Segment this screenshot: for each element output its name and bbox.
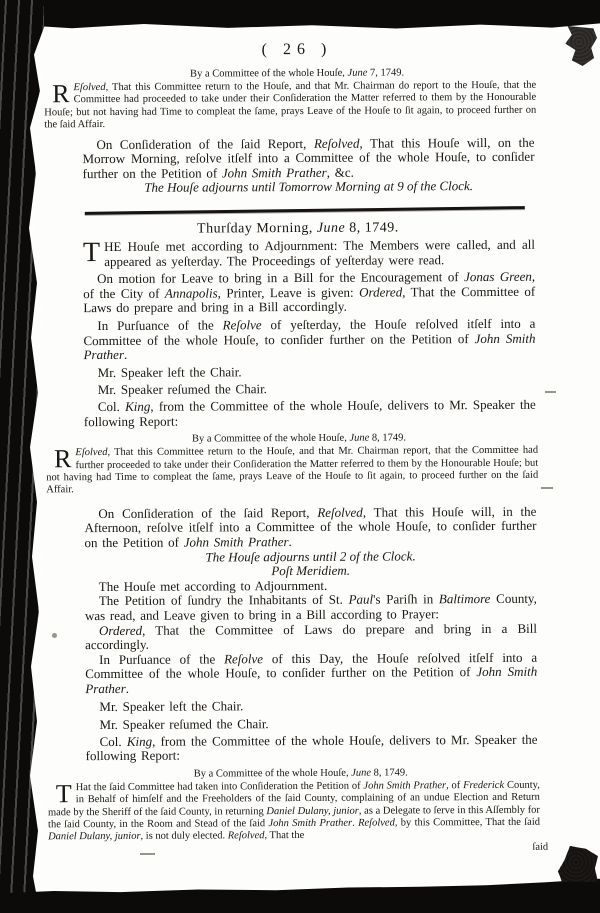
report2-text: Eſolved, That this Committee return to the Houſe, and that Mr. Chairman report, that the Committee had further proceeded to take under their Conſideration the Matter referred to them by the Honourable Houſe; but not having had Time to compleat the ſame, prays Leave of the Houſe to ſit again, to proceed further on the ſaid Affair. (46, 444, 539, 496)
scan-border-top (0, 0, 600, 30)
paragraph-col-king-1: Col. King, from the Committee of the whole Houſe, delivers to Mr. Speaker the following Report: (83, 396, 536, 429)
scan-smudge (545, 391, 556, 393)
scan-border-left-texture (0, 0, 44, 913)
paragraph-petition: The Petition of ſundry the Inhabitants of St. Paul's Pariſh in Baltimore County, was read, and Leave given to bring in a Bill according to Prayer: (84, 591, 537, 624)
report3-heading: By a Committee of the whole Houſe, June 8, 1749. (193, 767, 408, 780)
catchword: ſaid (532, 841, 549, 853)
paragraph-house-met (83, 238, 535, 270)
section-divider-rule (85, 206, 525, 215)
report3-body (48, 780, 540, 845)
paragraph-pursuance-2: In Purſuance of the Reſolve of this Day, the Houſe reſolved itſelf into a Committee of the whole Houſe, to conſider further on the Petition of John Smith Prather. (85, 649, 538, 696)
dropcap-t: T (55, 779, 72, 809)
paragraph-consideration-2: On Conſideration of the ſaid Report, Reſolved, That this Houſe will, in the Afternoon, reſolve itſelf into a Committee of the whole Houſe, to conſider further on the Petition of John Smith Prather. (84, 503, 537, 551)
paragraph-consideration-1: On Conſideration of the ſaid Report, Reſolved, That this Houſe will, on the Morrow Morning, reſolve itſelf into a Committee of the whole Houſe, to conſider further on the Petition of John Smith Prather, &c. (82, 134, 535, 181)
page-text-content (44, 25, 554, 857)
house-met-text: HE Houſe met according to Adjournment: The Members were called, and all appeared as yeſterday. The Proceedings of yeſterday were read. (104, 236, 536, 269)
line-speaker-left-1: Mr. Speaker left the Chair. (97, 364, 242, 380)
paragraph-motion: On motion for Leave to bring in a Bill for the Encouragement of Jonas Green, of the City of Annapolis, Printer, Leave is given: Ordered, That the Committee of Laws do prepare and bring in a Bill accordingly. (83, 268, 536, 316)
scan-ink-blob-top-right (561, 26, 597, 66)
report1-body (44, 80, 536, 132)
scan-ink-blob-bottom-right (558, 846, 598, 882)
dropcap-r: R (54, 444, 72, 474)
paragraph-ordered: Ordered, That the Committee of Laws do prepare and bring in a Bill accordingly. (85, 620, 538, 653)
dropcap-r: R (52, 79, 70, 109)
post-meridiem-line: Poſt Meridiem. (271, 562, 351, 579)
dropcap-t: T (82, 237, 101, 269)
scan-smudge (52, 633, 57, 638)
paragraph-pursuance-1: In Purſuance of the Reſolve of yeſterday, the Houſe reſolved itſelf into a Committee of the whole Houſe, to conſider further on the Petition of John Smith Prather. (83, 315, 536, 363)
adjournment-line-2: The Houſe adjourns until 2 of the Clock. (205, 547, 416, 565)
report2-heading: By a Committee of the whole Houſe, June 8, 1749. (191, 432, 407, 445)
adjournment-line-1: The Houſe adjourns until Tomorrow Morning at 9 of the Clock. (144, 178, 474, 196)
scan-border-bottom (0, 875, 600, 913)
scan-smudge (541, 487, 553, 489)
day-heading: Thurſday Morning, June 8, 1749. (196, 220, 399, 237)
report2-body (46, 445, 538, 497)
line-speaker-left-2: Mr. Speaker left the Chair. (99, 698, 244, 715)
line-speaker-resumed-2: Mr. Speaker reſumed the Chair. (99, 716, 269, 733)
report1-heading: By a Committee of the whole Houſe, June 7, 1749. (190, 67, 405, 80)
scan-smudge (140, 853, 155, 855)
paragraph-col-king-2: Col. King, from the Committee of the whole Houſe, delivers to Mr. Speaker the following Report: (85, 731, 538, 764)
line-met-adjournment: The Houſe met according to Adjournment. (98, 577, 328, 594)
page-number: ( 26 ) (261, 40, 333, 59)
report1-text: Eſolved, That this Committee return to the Houſe, and that Mr. Chairman do report to the Houſe, that the Committee had proceeded to take under their Conſideration the Matter referred to them by the Honourable Houſe; but not having had Time to compleat the ſame, prays Leave of the Houſe to ſit again, to proceed further on the ſaid Affair. (44, 79, 537, 131)
report3-text: Hat the ſaid Committee had taken into Conſideration the Petition of John Smith Prather, of Frederick County, in Behalf of himſelf and the Freeholders of the ſaid County, complaining of an undue Election and Return made by the Sheriff of the ſaid County, in returning Daniel Dulany, junior, as a Delegate to ſerve in this Aſſembly for the ſaid County, in the Room and Stead of the ſaid John Smith Prather. Reſolved, by this Committee, That the ſaid Daniel Dulany, junior, is not duly elected. Reſolved, That the (47, 779, 541, 843)
line-speaker-resumed-1: Mr. Speaker reſumed the Chair. (97, 381, 267, 398)
